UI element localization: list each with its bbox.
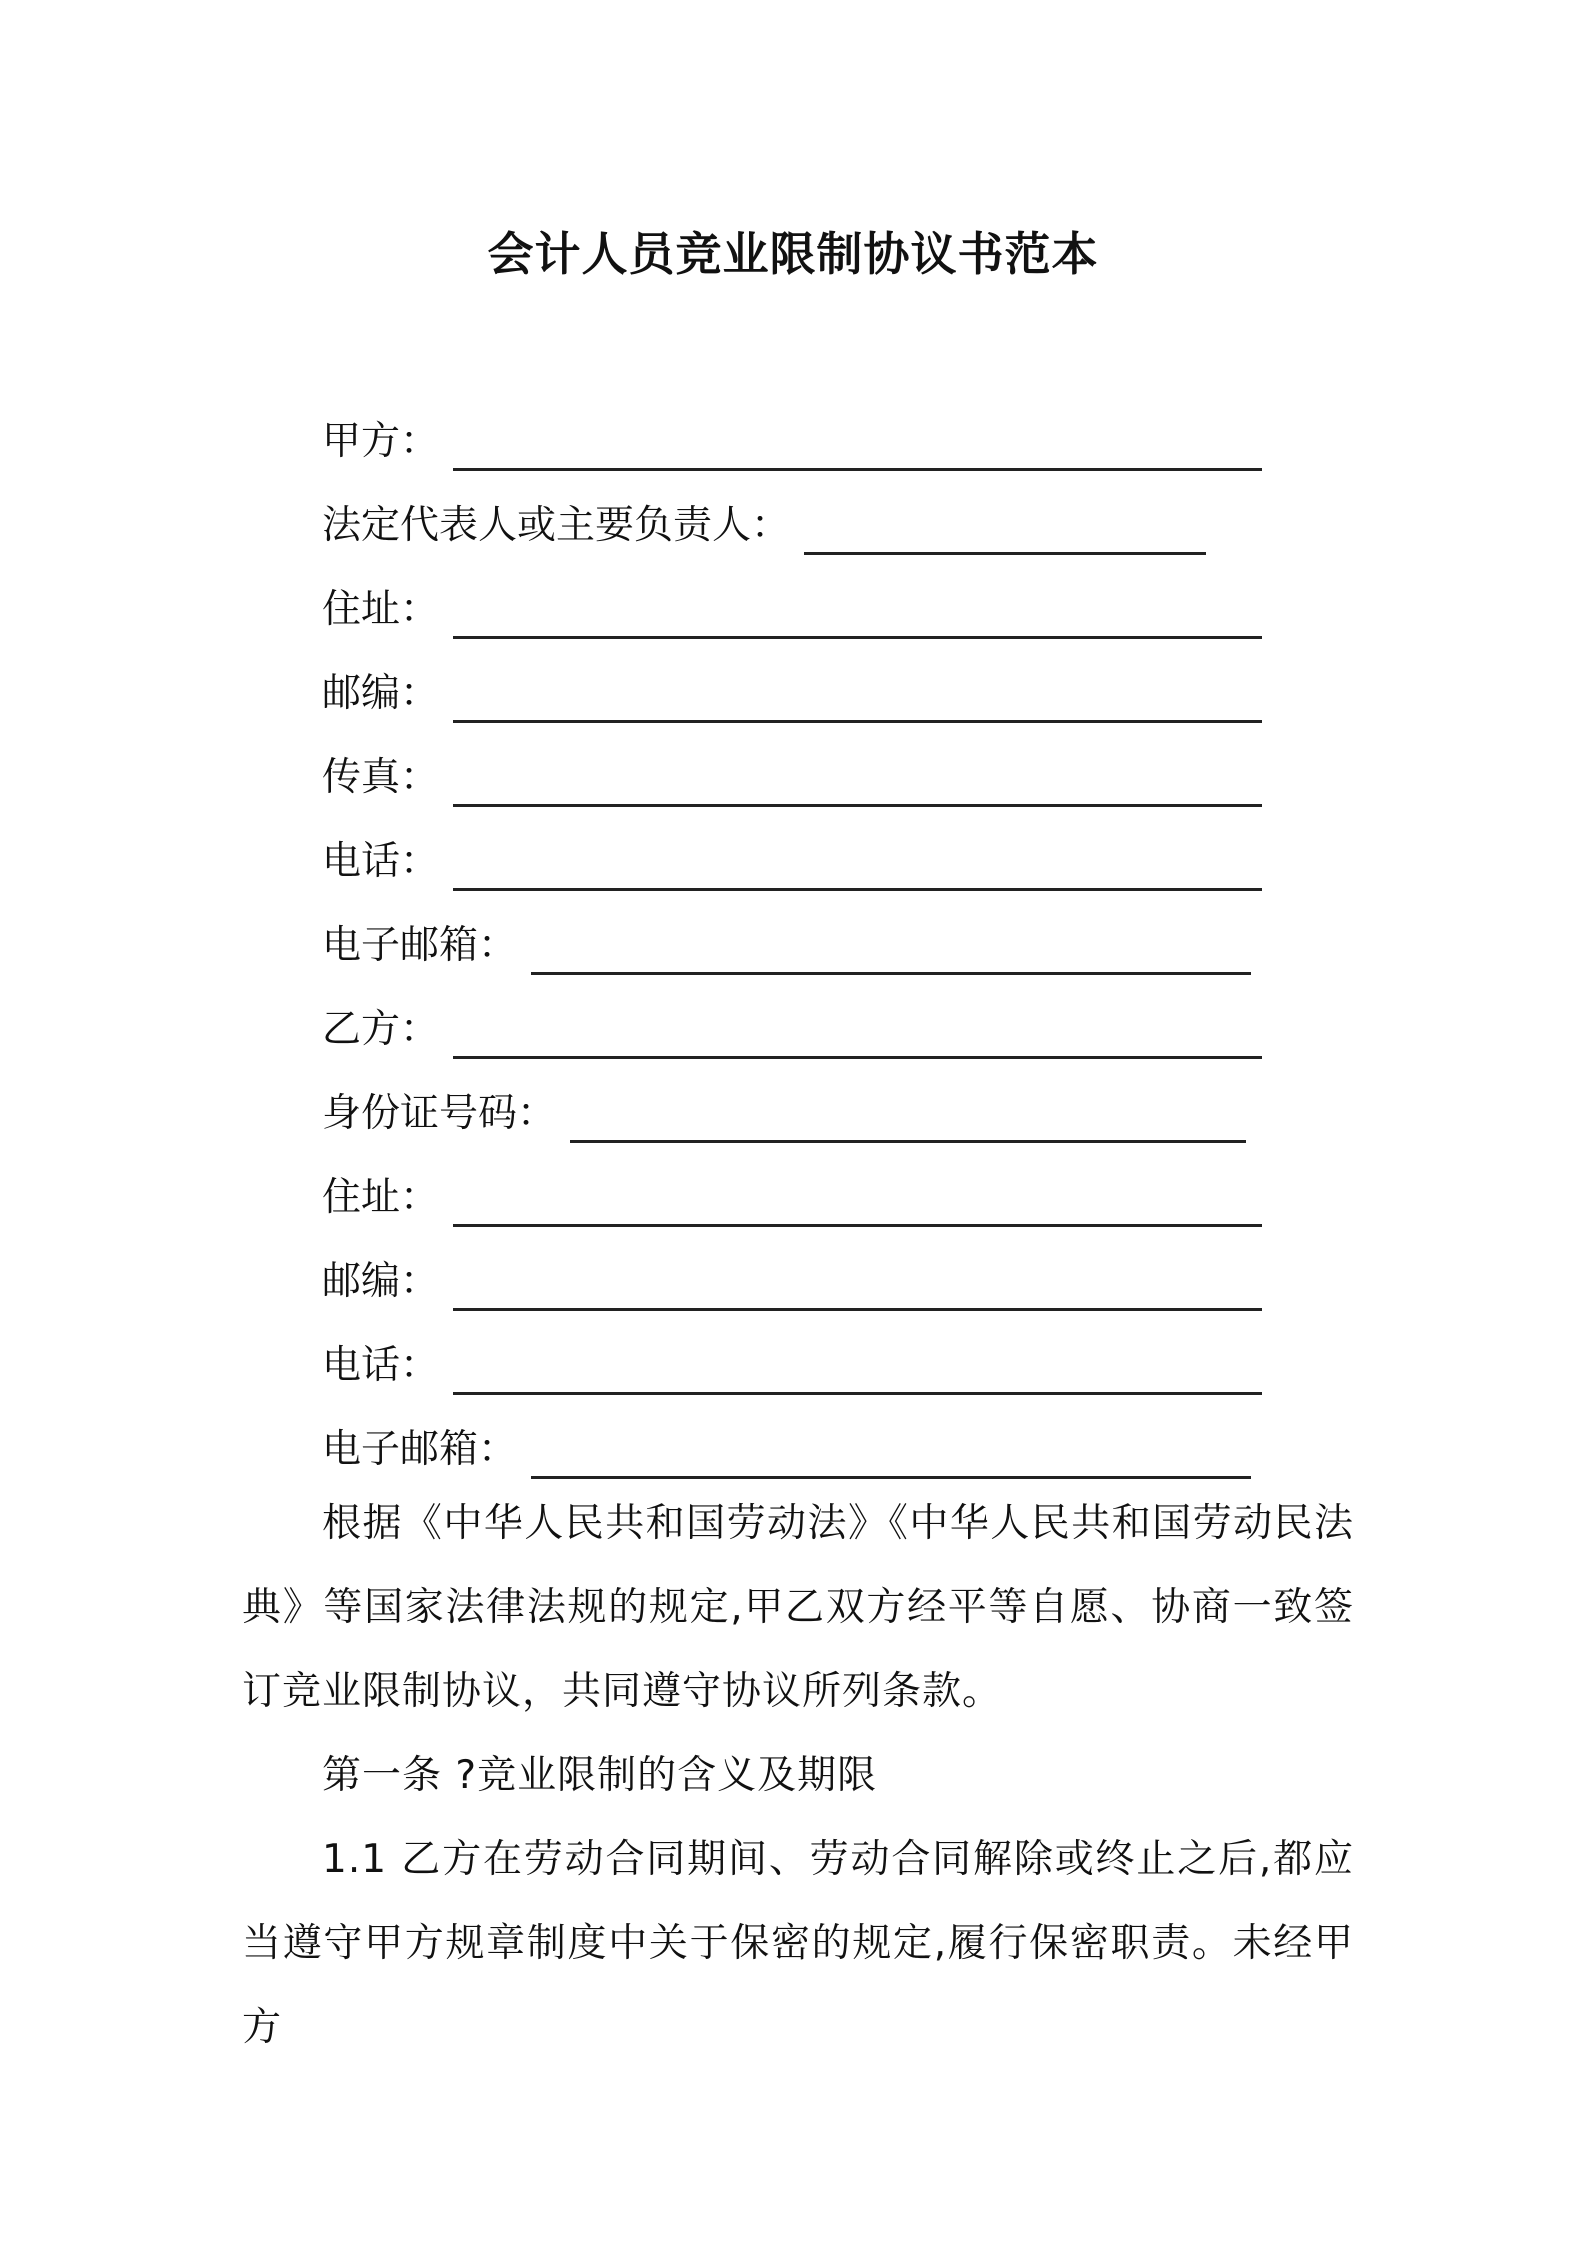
field-party-a-email	[322, 918, 1262, 1002]
field-label: 邮编：	[322, 1259, 440, 1304]
fill-blank-line[interactable]	[570, 1086, 1246, 1143]
field-party-a-address	[322, 582, 1262, 666]
party-info-fields	[322, 414, 1262, 1506]
fill-blank-line[interactable]	[453, 1254, 1262, 1311]
field-party-b-phone	[322, 1338, 1262, 1422]
fill-blank-line[interactable]	[453, 582, 1262, 639]
field-party-a-phone	[322, 834, 1262, 918]
field-party-a-postcode	[322, 666, 1262, 750]
field-label: 甲方：	[322, 419, 440, 464]
field-label: 电话：	[322, 1343, 440, 1388]
fill-blank-line[interactable]	[453, 1002, 1262, 1059]
field-party-b	[322, 1002, 1262, 1086]
field-party-b-address	[322, 1170, 1262, 1254]
fill-blank-line[interactable]	[531, 918, 1251, 975]
field-label: 身份证号码：	[322, 1091, 557, 1136]
field-label: 传真：	[322, 755, 440, 800]
fill-blank-line[interactable]	[804, 498, 1206, 555]
field-party-b-postcode	[322, 1254, 1262, 1338]
fill-blank-line[interactable]	[453, 750, 1262, 807]
field-label: 住址：	[322, 1175, 440, 1220]
fill-blank-line[interactable]	[453, 414, 1262, 471]
field-label: 乙方：	[322, 1007, 440, 1052]
field-party-a-fax	[322, 750, 1262, 834]
field-legal-representative	[322, 498, 1262, 582]
fill-blank-line[interactable]	[531, 1422, 1251, 1479]
fill-blank-line[interactable]	[453, 1170, 1262, 1227]
field-label: 电子邮箱：	[322, 923, 518, 968]
intro-paragraph: 根据《中华人民共和国劳动法》《中华人民共和国劳动民法典》等国家法律法规的规定,甲乙双方经平等自愿、协商一致签订竞业限制协议，共同遵守协议所列条款。	[242, 1501, 1354, 1714]
fill-blank-line[interactable]	[453, 1338, 1262, 1395]
field-label: 住址：	[322, 587, 440, 632]
field-party-b-id-number	[322, 1086, 1262, 1170]
article-1-heading: 第一条 ?竞业限制的含义及期限	[322, 1753, 878, 1798]
document-title: 会计人员竞业限制协议书范本	[487, 227, 1099, 281]
field-label: 电话：	[322, 839, 440, 884]
clause-1-1: 1.1 乙方在劳动合同期间、劳动合同解除或终止之后,都应当遵守甲方规章制度中关于保密的规定,履行保密职责。未经甲方	[242, 1837, 1354, 2050]
field-label: 法定代表人或主要负责人：	[322, 503, 791, 548]
fill-blank-line[interactable]	[453, 834, 1262, 891]
field-label: 电子邮箱：	[322, 1427, 518, 1472]
field-label: 邮编：	[322, 671, 440, 716]
fill-blank-line[interactable]	[453, 666, 1262, 723]
document-body	[242, 1482, 1354, 2070]
field-party-a	[322, 414, 1262, 498]
